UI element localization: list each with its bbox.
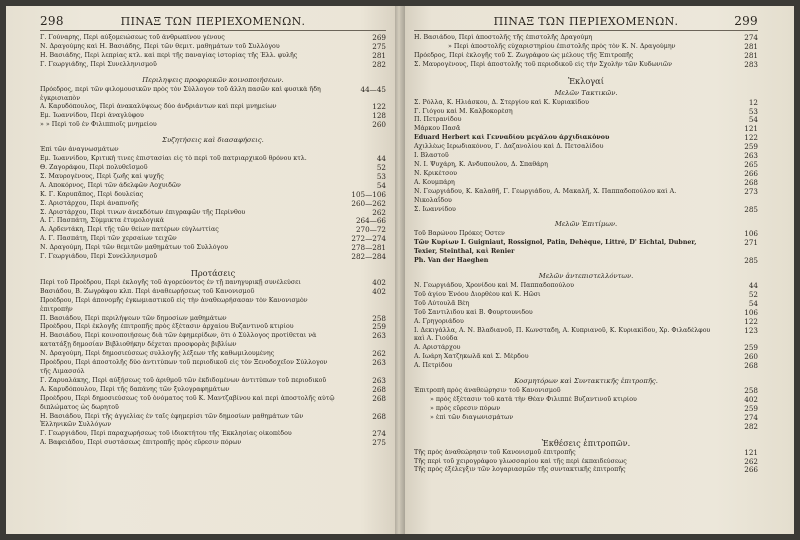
toc-page-number: 121 (744, 124, 758, 134)
toc-entry-text: Η. Βασιάδης, Περὶ λεπρίας κτλ. καὶ περὶ τῆς παναγίας ἱστορίας τῆς Ἑλλ. φυλῆς (40, 51, 298, 59)
toc-entry (414, 458, 758, 467)
toc-entry-text: Τοῦ Βαρώνου Πρόκες Όστεν (414, 230, 505, 238)
toc-page-number: 105—106 (351, 189, 386, 199)
toc-entry (40, 386, 386, 395)
toc-entry (414, 143, 758, 152)
toc-entry (40, 413, 386, 431)
left-page-number: 298 (40, 14, 64, 28)
toc-entry-text: » πρὸς εὕρεσιν πόρων (430, 404, 501, 412)
toc-entry-text: Α. Αποκόρνος, Περὶ τῶν ἀδελφῶν Αοχυιδῶν (40, 181, 181, 189)
toc-entry-text: Θ. Ζαγοράφου, Περὶ πολυθεϊσμοῦ (40, 163, 148, 171)
toc-entry-text: Πρόεδρος, περὶ τῶν φιλομουσικῶν πρὸς τὸν Σύλλογον τοῦ ἄλλη πασῶν καὶ φυσικὰ ἤδη ἐγκρισιαπὸν (40, 85, 321, 102)
toc-page-number: 268 (744, 361, 758, 371)
toc-page-number: 282 (744, 421, 758, 431)
toc-page-number: 270—72 (355, 225, 386, 235)
toc-entry-text: Σ. Αριστάρχου, Περὶ τινων ἀνεκδότων ἐπιγραφῶν τῆς Περίνθου (40, 208, 246, 216)
book-gutter-shadow (395, 6, 405, 534)
toc-page-number: 281 (744, 50, 758, 60)
left-page (6, 6, 400, 534)
toc-entry (40, 323, 386, 332)
toc-entry (414, 61, 758, 70)
toc-page-number: 259 (744, 403, 758, 413)
toc-entry (40, 200, 386, 209)
toc-entry (40, 43, 386, 52)
toc-entry (40, 253, 386, 262)
toc-entry (40, 34, 386, 43)
toc-entry (414, 99, 758, 108)
subsection-title: Κοσμητόρων καὶ Συντακτικῆς ἐπιτροπῆς. (514, 377, 658, 386)
toc-entry-text: Ν. Γεωργιάδου, Χρονίδου καὶ Μ. Παππαδοπούλου (414, 282, 574, 290)
toc-entry-text: Σ. Μαυρογένους, Περὶ ζωῆς καὶ ψυχῆς (40, 172, 164, 180)
toc-entry (40, 121, 386, 130)
toc-entry-text: Προέδρου, Περὶ δημοσιεύσεως τοῦ ὀνόματος τοῦ Κ. Μαντζαβίνου καὶ περὶ ἀποστολῆς αὐτῷ διπλώματος ὡς δωρητοῦ (40, 394, 335, 411)
toc-page-number: 123 (744, 325, 758, 335)
section-title: Περιληψεις προφορικῶν κοινοποιήσεων. (142, 75, 284, 84)
toc-entry (414, 327, 758, 345)
toc-page-number: 54 (748, 298, 758, 308)
toc-entry (414, 134, 758, 143)
toc-page-number: 260—262 (351, 198, 386, 208)
header-rule (40, 30, 386, 31)
toc-entry-text: Γ. Ζαρυαλάκης, Περὶ αὐξήσεως τοῦ ἀριθμοῦ τῶν ἐκδιδομένων ἀντιτύπων τοῦ περιοδικοῦ (40, 376, 327, 384)
toc-entry (40, 226, 386, 235)
toc-entry (414, 291, 758, 300)
toc-entry (40, 359, 386, 377)
toc-entry (40, 209, 386, 218)
toc-entry-text: Α. Γ. Πασπάτη, Σύμμικτα ἐτυμολογικά (40, 217, 164, 225)
toc-page-number: 259 (372, 322, 386, 332)
toc-page-number: 259 (744, 343, 758, 353)
toc-page-number: 265 (744, 159, 758, 169)
toc-page-number: 264—66 (355, 216, 386, 226)
toc-entry (414, 309, 758, 318)
toc-entry (414, 206, 758, 215)
toc-page-number: 274 (372, 429, 386, 439)
toc-page-number: 44 (748, 281, 758, 291)
toc-entry-text: Τοῦ Σαντιλιδου καὶ Β. Φουρτουνιδου (414, 308, 533, 316)
toc-entry-text: Σ. Μαυρογένους, Περὶ ἀποστολῆς τοῦ περιοδικοῦ εἰς τὴν Σχολὴν τῶν Κυδωνιῶν (414, 60, 672, 68)
subsection-title: Μελῶν ἀντεπιστελλόντων. (538, 272, 634, 281)
toc-entry (40, 61, 386, 70)
toc-entry-text: Βασιάδου, Β. Ζωγράφου κλπ. Περὶ ἀναθεωρήσεως τοῦ Κανονισμοῦ (40, 287, 255, 295)
toc-entry (40, 112, 386, 121)
toc-entry-text: Γ. Γεωργιάδου, Περὶ Συνελληνισμοῦ (40, 253, 158, 261)
toc-entry (414, 179, 758, 188)
toc-entry (414, 34, 758, 43)
section-title: Συζητήσεις καὶ διασαφήσεις. (162, 136, 264, 145)
toc-page-number: 262 (372, 207, 386, 217)
toc-page-number: 262 (744, 456, 758, 466)
book-spread (6, 6, 794, 534)
toc-entry-text: Α. Αριστάρχου (414, 344, 461, 352)
toc-entry (40, 164, 386, 173)
toc-entry (414, 239, 758, 257)
toc-page-number: 262 (372, 349, 386, 359)
toc-entry (40, 86, 386, 104)
toc-entry-text: Σ. Ρόλλα, Κ. Ηλιάσκου, Δ. Στεργίου καὶ Κ. Κυριακίδου (414, 98, 589, 106)
toc-page-number: 285 (744, 256, 758, 266)
toc-entry (414, 396, 758, 405)
toc-entry-text: Εμ. Ἰωαννίδου, Περὶ ἀναγλύφου (40, 112, 144, 120)
toc-entry-text: Ἐπιτροπὴ πρὸς ἀναθεώρησιν τοῦ Κανονισμοῦ (414, 387, 561, 395)
toc-entry (414, 52, 758, 61)
toc-entry (40, 217, 386, 226)
toc-entry-text: Τῶν Κυρίων I. Guigniaut, Rossignol, Patin, Dehèque, Littré, D' Eichtal, Dubner, Texier, Steinthal, καὶ Renier (414, 239, 697, 256)
toc-entry-text: Τῆς πρὸς ἐξέλεγξιν τῶν λογαριασμῶν τῆς συντακτικῆς ἐπιτροπῆς (414, 466, 626, 474)
toc-entry (40, 377, 386, 386)
toc-entry-text: Τῆς περὶ τοῦ χειρογράφου γλωσσαρίου καὶ τῆς περὶ ἐκπαιδεύσεως (414, 457, 627, 465)
toc-entry (414, 108, 758, 117)
left-page-header (40, 14, 386, 28)
toc-entry-text: » πρὸς ἐξέτασιν τοῦ κατὰ τὴν Θέαν Φιλιππὲ Βυζαντινοῦ κτιρίου (430, 396, 637, 403)
toc-entry (414, 466, 758, 475)
toc-page-number: 275 (372, 438, 386, 448)
toc-entry-text: Σ. Αριστάρχου, Περὶ ἀναπνοῆς (40, 199, 139, 207)
toc-page-number: 106 (744, 229, 758, 239)
toc-page-number: 258 (372, 313, 386, 323)
toc-entry-text: Α. Πετρίδου (414, 362, 453, 370)
toc-page-number: 268 (372, 393, 386, 403)
toc-entry (40, 395, 386, 413)
toc-entry (40, 235, 386, 244)
toc-entry-text: Προέδρου, Περὶ ἀπονομῆς ἐγκωμιαστικοῦ εἰς τὴν ἀναθεωρήσασαν τὸν Κανονισμὸν ἐπιτροπὴν (40, 296, 308, 313)
toc-page-number: 268 (372, 384, 386, 394)
toc-entry-text: » » Περὶ τοῦ ἐν Φιλιππιοῖς μνημείου (40, 121, 157, 129)
toc-page-number: 275 (372, 41, 386, 51)
toc-entry (40, 350, 386, 359)
toc-entry-text: Α. Βαφειάδου, Περὶ συστάσεως ἐπιτροπῆς πρὸς εὕρεσιν πόρων (40, 439, 242, 447)
toc-entry (40, 173, 386, 182)
toc-entry-text: Α. Καρυδόπουλου, Περὶ τῆς δαπάνης τῶν ξυλογραφημάτων (40, 385, 230, 393)
toc-page-number: 260 (744, 352, 758, 362)
toc-entry-text: Γ. Γεωργιάδης, Περὶ Συνελληνισμοῦ (40, 60, 157, 68)
toc-entry-text: Τοῦ Αὐτουλᾶ Βέη (414, 299, 470, 307)
toc-entry-text: Ἐπὶ τῶν ἀναγνωσμάτων (40, 146, 119, 154)
toc-entry (414, 423, 758, 432)
toc-page-number: 260 (372, 120, 386, 130)
toc-page-number: 268 (744, 177, 758, 187)
toc-entry-text: Η. Βασιάδου, Περὶ ἀποστολῆς τῆς ἐπιστολῆς Δραγούμη (414, 34, 593, 41)
right-page-number: 299 (734, 14, 758, 28)
toc-page-number: 12 (748, 97, 758, 107)
toc-entry (414, 43, 758, 52)
toc-entry-text: Σ. Ιωαννίδου (414, 205, 456, 213)
toc-page-number: 266 (744, 465, 758, 475)
toc-entry (414, 282, 758, 291)
toc-entry (414, 387, 758, 396)
toc-page-number: 122 (372, 102, 386, 112)
subsection-title: Μελῶν Ἐπιτίμων. (554, 220, 618, 229)
toc-entry-text: Α. Γρηγοριάδου (414, 317, 464, 325)
toc-entry (414, 449, 758, 458)
toc-entry (40, 315, 386, 324)
toc-entry (40, 182, 386, 191)
toc-entry (40, 430, 386, 439)
toc-entry (40, 155, 386, 164)
toc-entry-text: Περὶ τοῦ Προέδρου, Περὶ ἐκλογῆς τοῦ ἀγορεύοντος ἐν τῇ πανηγυρικῇ συνέλεύσει (40, 278, 301, 286)
toc-entry (414, 344, 758, 353)
toc-entry-text: Α. Ιωάρη Χατζηκωλᾶ καὶ Σ. Μέρδου (414, 353, 529, 361)
toc-entry-text: Α. Κουμπάρη (414, 178, 455, 186)
subsection-title: Μελῶν Τακτικῶν. (554, 88, 618, 97)
toc-entry-text: Ν. Δραγούμη, Περὶ τῶν θεμιτῶν μαθημάτων τοῦ Συλλόγου (40, 244, 228, 252)
toc-entry (414, 353, 758, 362)
right-page-header (414, 14, 758, 28)
toc-page-number: 263 (372, 375, 386, 385)
toc-entry (414, 414, 758, 423)
toc-page-number: 402 (372, 277, 386, 287)
right-page (400, 6, 794, 534)
toc-page-number: 274 (744, 412, 758, 422)
toc-page-number: 402 (372, 286, 386, 296)
toc-entry-text: Ι. Βλαστοῦ (414, 152, 449, 160)
toc-entry-text: Eduard Herbert καὶ Γενναδίου μεγάλου ἀρχιδιακόνου (414, 134, 610, 142)
toc-entry (414, 257, 758, 266)
toc-page-number: 259 (744, 142, 758, 152)
toc-entry-text: Γ. Γεωργιάδου, Περὶ παραχωρήσεως τοῦ ἰδιοκτήτου τῆς Ἐκκλησίας οἰκοπέδου (40, 430, 292, 438)
toc-entry-text: Α. Αρδεντάκη, Περὶ τῆς τῶν θείων πατέρων εὐγλωττίας (40, 226, 219, 234)
toc-page-number: 54 (376, 180, 386, 190)
toc-entry-text: Π. Βασιάδου, Περὶ περιλήψεων τῶν δημοσίων μαθημάτων (40, 314, 227, 322)
toc-page-number: 281 (744, 41, 758, 51)
toc-entry (40, 52, 386, 61)
toc-entry-text: Ν. Ι. Ψυχάρη, Κ. Ανδυπουλου, Δ. Σπαθάρη (414, 160, 548, 168)
toc-page-number: 268 (372, 411, 386, 421)
toc-page-number: 121 (744, 447, 758, 457)
toc-entry-text: » Περὶ ἀποστολῆς εὐχαριστηρίου ἐπιστολῆς πρὸς τὸν Κ. Ν. Δραγούμην (448, 42, 676, 50)
toc-page-number: 278—281 (351, 243, 386, 253)
toc-entry-text: Εμ. Ἰωαννίδου, Κριτικὴ τινες ἐπιστασίαι εἰς τὸ περὶ τοῦ πατριαρχικοῦ θρόνου κτλ. (40, 155, 307, 163)
toc-page-number: 52 (748, 289, 758, 299)
toc-page-number: 52 (376, 162, 386, 172)
toc-entry-text: » ἐπὶ τῶν διαγωνισμάτων (430, 413, 514, 421)
toc-entry (40, 103, 386, 112)
toc-entry-text: Προέδρου, Περὶ ἐκλογῆς ἐπιτροπῆς πρὸς ἐξέτασιν ἀρχαίου Βυζαντινοῦ κτιρίου (40, 323, 294, 331)
toc-page-number: 122 (744, 316, 758, 326)
toc-entry (414, 300, 758, 309)
toc-entry-text: Κ. Γ. Καρυπᾶπος, Περὶ δουλείας (40, 190, 144, 198)
toc-page-number: 258 (744, 386, 758, 396)
toc-entry (40, 297, 386, 315)
right-header-title: ΠΙΝΑΞ ΤΩΝ ΠΕΡΙΕΧΟΜΕΝΩΝ. (493, 15, 679, 28)
toc-page-number: 54 (748, 115, 758, 125)
toc-entry-text: Ph. Van der Haeghen (414, 257, 489, 265)
toc-page-number: 274 (744, 33, 758, 42)
toc-page-number: 282 (372, 59, 386, 69)
toc-entry-text: Ν. Δραγούμης καὶ Η. Βασιάδης, Περὶ τῶν θεμιτ. μαθημάτων τοῦ Συλλόγου (40, 42, 280, 50)
toc-entry-text: Η. Βασιάδου, Περὶ κοινοποιήσεως διὰ τῶν ἐφημερίδων, ὅτι ὁ Σύλλογος προτίθεται νὰ κατατάξῃ δημοσίαν Βιβλιοθήκην δέχεται προσφορὰς βιβλίων (40, 332, 317, 349)
toc-entry (414, 230, 758, 239)
toc-entry (40, 146, 386, 155)
toc-page-number: 53 (376, 171, 386, 181)
toc-entry-text: Ν. Κρικέτσου (414, 169, 457, 177)
toc-page-number: 128 (372, 111, 386, 121)
toc-entry-text: Η. Βασιάδου, Περὶ τῆς ἀγγελίας ἐν ταῖς ἐφημερίσι τῶν δημοσίων μαθημάτων τῶν Ἑλληνικῶν Συλλόγων (40, 412, 304, 429)
toc-entry (40, 288, 386, 297)
toc-page-number: 272—274 (351, 234, 386, 244)
toc-page-number: 106 (744, 307, 758, 317)
toc-entry (414, 188, 758, 206)
toc-entry-text: Ι. Δεκιγάλλα, Α. Ν. Βλαδιανοῦ, Π. Κωνσταδη, Α. Κυπριανοῦ, Κ. Κυριακίδου, Χρ. Φιλαδέλφου καὶ Α. Γιούδα (414, 326, 711, 343)
toc-page-number: 122 (744, 133, 758, 143)
toc-entry (414, 318, 758, 327)
toc-entry (40, 279, 386, 288)
toc-entry (40, 244, 386, 253)
section-title: Ἐκθέσεις ἐπιτροπῶν. (541, 437, 631, 448)
toc-page-number: 263 (744, 151, 758, 161)
toc-page-number: 263 (372, 358, 386, 368)
toc-entry-text: Τοῦ ἁγίου Ἐνόου Διορθέου καὶ Κ. Ηῶσι (414, 290, 541, 298)
toc-entry-text: Προέδρου, Περὶ ἀποστολῆς δύο ἀντιτύπων τοῦ περιοδικοῦ εἰς τὸν Ξενοδοχεῖον Σύλλογον τῆς Λιμασσόλ (40, 359, 328, 375)
section-title: Ἐκλογαί (568, 75, 604, 86)
toc-entry-text: Π. Πετρανίδου (414, 116, 462, 124)
toc-entry-text: Μάρκου Πασᾶ (414, 125, 461, 133)
toc-entry (414, 405, 758, 414)
toc-entry (414, 152, 758, 161)
toc-page-number: 263 (372, 331, 386, 341)
toc-page-number: 44—45 (360, 84, 386, 94)
toc-page-number: 282—284 (351, 252, 386, 262)
toc-entry-text: Α. Γ. Πασπάτη, Περὶ τῶν χερσαίων τειχῶν (40, 235, 177, 243)
toc-page-number: 285 (744, 204, 758, 214)
toc-page-number: 283 (744, 59, 758, 69)
toc-page-number: 44 (376, 154, 386, 164)
toc-page-number: 269 (372, 33, 386, 42)
toc-entry (40, 332, 386, 350)
toc-entry-text: Α. Καρυδόπουλος, Περὶ ἀνακαλύψεως δύο ἀνδριάντων καὶ περὶ μνημείων (40, 103, 277, 111)
toc-entry-text: Ν. Γεωργιάδου, Κ. Καλαθῆ, Γ. Γεωργιάδου, Α. Μακαλῆ, Χ. Παππαδοπούλου καὶ Α. Νικολαΐδου (414, 187, 677, 204)
toc-entry-text: Γ. Γούναρης, Περὶ αὐξομειώσεως τοῦ ἀνθρωπίνου γένους (40, 34, 225, 41)
toc-entry-text: Γ. Γιόγου καὶ Μ. Καλβοκορέση (414, 107, 513, 115)
toc-entry-text: Αχιλλέως Ιερωδιακόνου, Γ. Δαζανολίου καὶ Δ. Πετσαλίδου (414, 143, 604, 151)
toc-entry (414, 125, 758, 134)
toc-entry (414, 161, 758, 170)
toc-entry (40, 191, 386, 200)
toc-entry (414, 116, 758, 125)
header-rule (414, 30, 758, 31)
toc-entry (414, 362, 758, 371)
toc-entry (40, 439, 386, 448)
toc-entry (414, 170, 758, 179)
toc-entry-text: Πρόεδρος, Περὶ ἐκλογῆς τοῦ Σ. Ζωγράφου ὡς μέλους τῆς Ἐπιτροπῆς (414, 51, 634, 59)
toc-entry-text: Ν. Δραγούμη, Περὶ δημοσιεύσεως συλλογῆς λέξεων τῆς καθωμιλουμένης (40, 350, 275, 358)
toc-page-number: 53 (748, 106, 758, 116)
toc-page-number: 281 (372, 50, 386, 60)
toc-entry-text: Τῆς πρὸς ἀναθεώρησιν τοῦ Κανονισμοῦ ἐπιτροπῆς (414, 448, 576, 456)
toc-page-number: 273 (744, 186, 758, 196)
toc-page-number: 271 (744, 238, 758, 248)
toc-page-number: 266 (744, 168, 758, 178)
left-header-title: ΠΙΝΑΞ ΤΩΝ ΠΕΡΙΕΧΟΜΕΝΩΝ. (120, 15, 306, 28)
section-title: Προτάσεις (190, 267, 236, 278)
toc-page-number: 402 (744, 395, 758, 404)
